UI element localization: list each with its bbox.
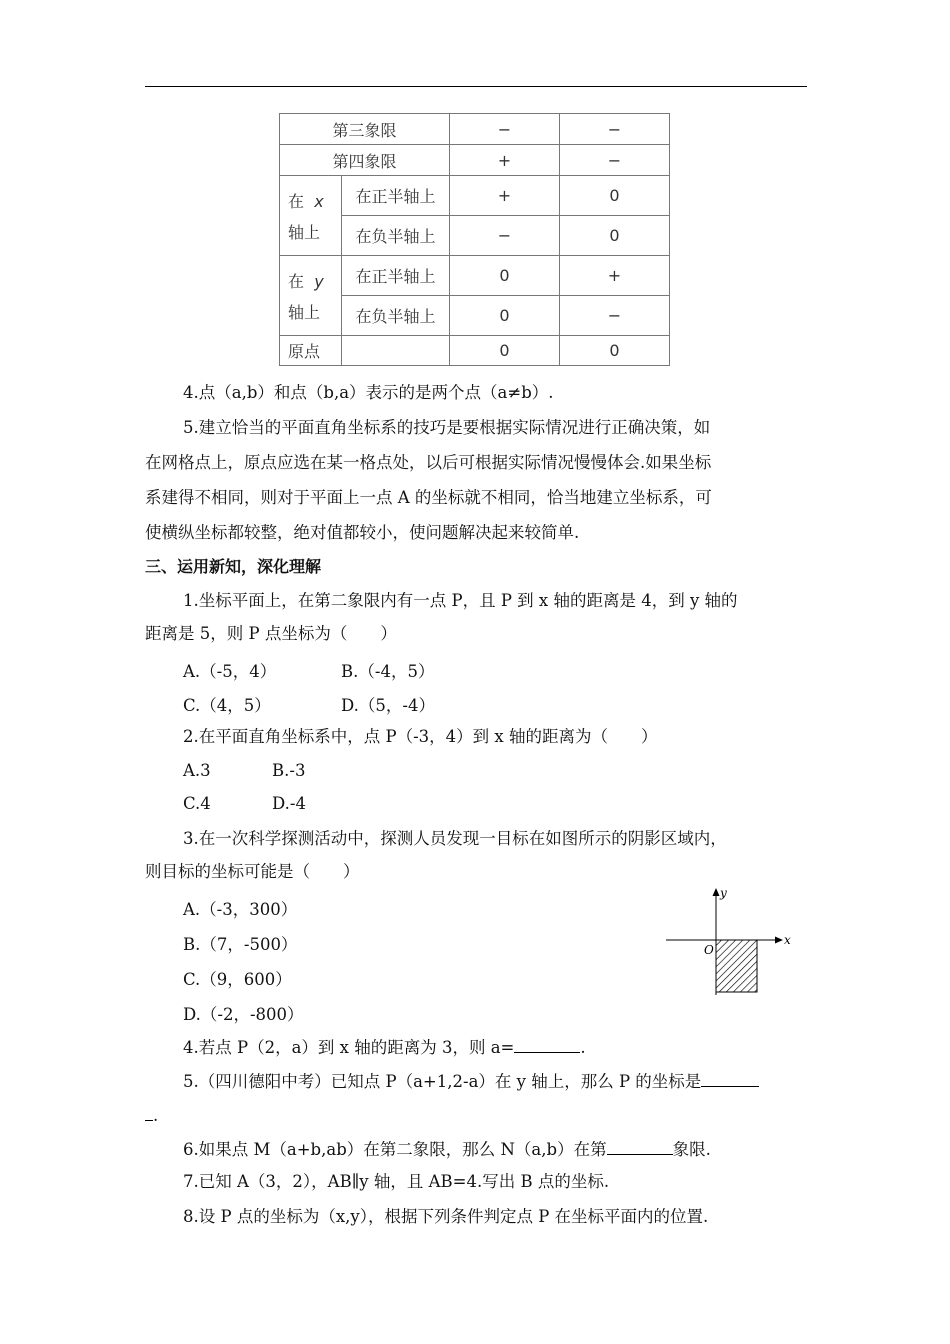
q2-option-b: B.-3	[272, 761, 306, 780]
table-row	[280, 145, 670, 176]
x-sign: +	[450, 176, 560, 216]
y-sign: +	[560, 256, 670, 296]
note-5-line: 5.建立恰当的平面直角坐标系的技巧是要根据实际情况进行正确决策，如	[183, 418, 711, 437]
table-row	[280, 256, 670, 296]
q3-option-a: A.（-3，300）	[183, 900, 298, 919]
sub-label: 在正半轴上	[342, 176, 450, 216]
question-1-stem: 距离是 5，则 P 点坐标为（ ）	[145, 624, 397, 643]
axis-var-x: x	[314, 191, 324, 211]
question-1-stem: 1.坐标平面上，在第二象限内有一点 P，且 P 到 x 轴的距离是 4，到 y 轴的	[183, 591, 738, 610]
answer-blank[interactable]	[607, 1138, 673, 1155]
question-3-stem: 3.在一次科学探测活动中，探测人员发现一目标在如图所示的阴影区域内，	[183, 829, 727, 848]
y-sign: 0	[560, 216, 670, 256]
axis-var-y: y	[314, 271, 324, 291]
q4-text: 4.若点 P（2，a）到 x 轴的距离为 3，则 a=	[183, 1038, 515, 1057]
question-7: 7.已知 A（3，2），AB∥y 轴，且 AB=4.写出 B 点的坐标.	[183, 1172, 610, 1191]
shaded-region-figure	[663, 885, 793, 997]
q5-text: 5.（四川德阳中考）已知点 P（a+1,2-a）在 y 轴上，那么 P 的坐标是	[183, 1072, 702, 1091]
y-sign: −	[560, 296, 670, 336]
group-word: 在	[288, 191, 305, 211]
q2-option-d: D.-4	[272, 794, 306, 813]
x-sign: −	[450, 114, 560, 145]
x-arrow-icon	[775, 937, 783, 944]
x-axis-label: x	[784, 933, 791, 947]
y-sign: −	[560, 145, 670, 176]
note-5-line: 使横纵坐标都较整，绝对值都较小，使问题解决起来较简单.	[145, 523, 580, 542]
header-rule	[145, 86, 807, 87]
y-arrow-icon	[713, 888, 720, 896]
x-sign: 0	[450, 296, 560, 336]
sub-label: 在正半轴上	[342, 256, 450, 296]
answer-blank[interactable]	[514, 1036, 580, 1053]
q6-text-end: 象限.	[672, 1140, 711, 1159]
table-row	[280, 176, 670, 216]
group-word: 轴上	[288, 302, 321, 322]
note-4: 4.点（a,b）和点（b,a）表示的是两个点（a≠b）.	[183, 383, 554, 402]
note-5-line: 系建得不相同，则对于平面上一点 A 的坐标就不相同，恰当地建立坐标系，可	[145, 488, 712, 507]
section-heading: 三、运用新知，深化理解	[145, 557, 322, 576]
question-2-stem: 2.在平面直角坐标系中，点 P（-3，4）到 x 轴的距离为（ ）	[183, 727, 658, 746]
q6-text: 6.如果点 M（a+b,ab）在第二象限，那么 N（a,b）在第	[183, 1140, 607, 1159]
q3-option-d: D.（-2，-800）	[183, 1005, 304, 1024]
origin-label: O	[704, 943, 714, 957]
q2-option-c: C.4	[183, 794, 211, 813]
q2-option-a: A.3	[183, 761, 211, 780]
q4-text-end: .	[580, 1038, 586, 1057]
y-sign: −	[560, 114, 670, 145]
q3-option-c: C.（9，600）	[183, 970, 292, 989]
q1-option-d: D.（5，-4）	[341, 696, 435, 715]
question-4	[183, 1036, 586, 1058]
group-word: 轴上	[288, 222, 321, 242]
y-sign: 0	[560, 336, 670, 366]
sub-label: 在负半轴上	[342, 216, 450, 256]
question-3-stem: 则目标的坐标可能是（ ）	[145, 862, 360, 881]
note-5-line: 在网格点上，原点应选在某一格点处，以后可根据实际情况慢慢体会.如果坐标	[145, 453, 712, 472]
shaded-region	[716, 940, 757, 992]
q3-option-b: B.（7，-500）	[183, 935, 298, 954]
row-label: 原点	[280, 336, 342, 366]
q5-text-end: .	[153, 1106, 159, 1125]
empty-cell	[342, 336, 450, 366]
group-y-axis	[280, 256, 342, 336]
x-sign: +	[450, 145, 560, 176]
question-8: 8.设 P 点的坐标为（x,y），根据下列条件判定点 P 在坐标平面内的位置.	[183, 1207, 709, 1226]
answer-blank[interactable]	[145, 1104, 153, 1121]
row-label: 第三象限	[280, 114, 450, 145]
group-x-axis	[280, 176, 342, 256]
row-label: 第四象限	[280, 145, 450, 176]
y-axis-label: y	[720, 886, 727, 900]
q1-option-b: B.（-4，5）	[341, 662, 435, 681]
q1-option-c: C.（4，5）	[183, 696, 271, 715]
question-5-cont	[145, 1104, 158, 1126]
q1-option-a: A.（-5，4）	[183, 662, 277, 681]
y-sign: 0	[560, 176, 670, 216]
x-sign: 0	[450, 256, 560, 296]
question-5	[183, 1070, 759, 1092]
table-row	[280, 114, 670, 145]
answer-blank[interactable]	[701, 1070, 759, 1087]
group-word: 在	[288, 271, 305, 291]
quadrant-sign-table	[279, 113, 670, 366]
x-sign: −	[450, 216, 560, 256]
sub-label: 在负半轴上	[342, 296, 450, 336]
question-6	[183, 1138, 711, 1160]
x-sign: 0	[450, 336, 560, 366]
table-row	[280, 336, 670, 366]
